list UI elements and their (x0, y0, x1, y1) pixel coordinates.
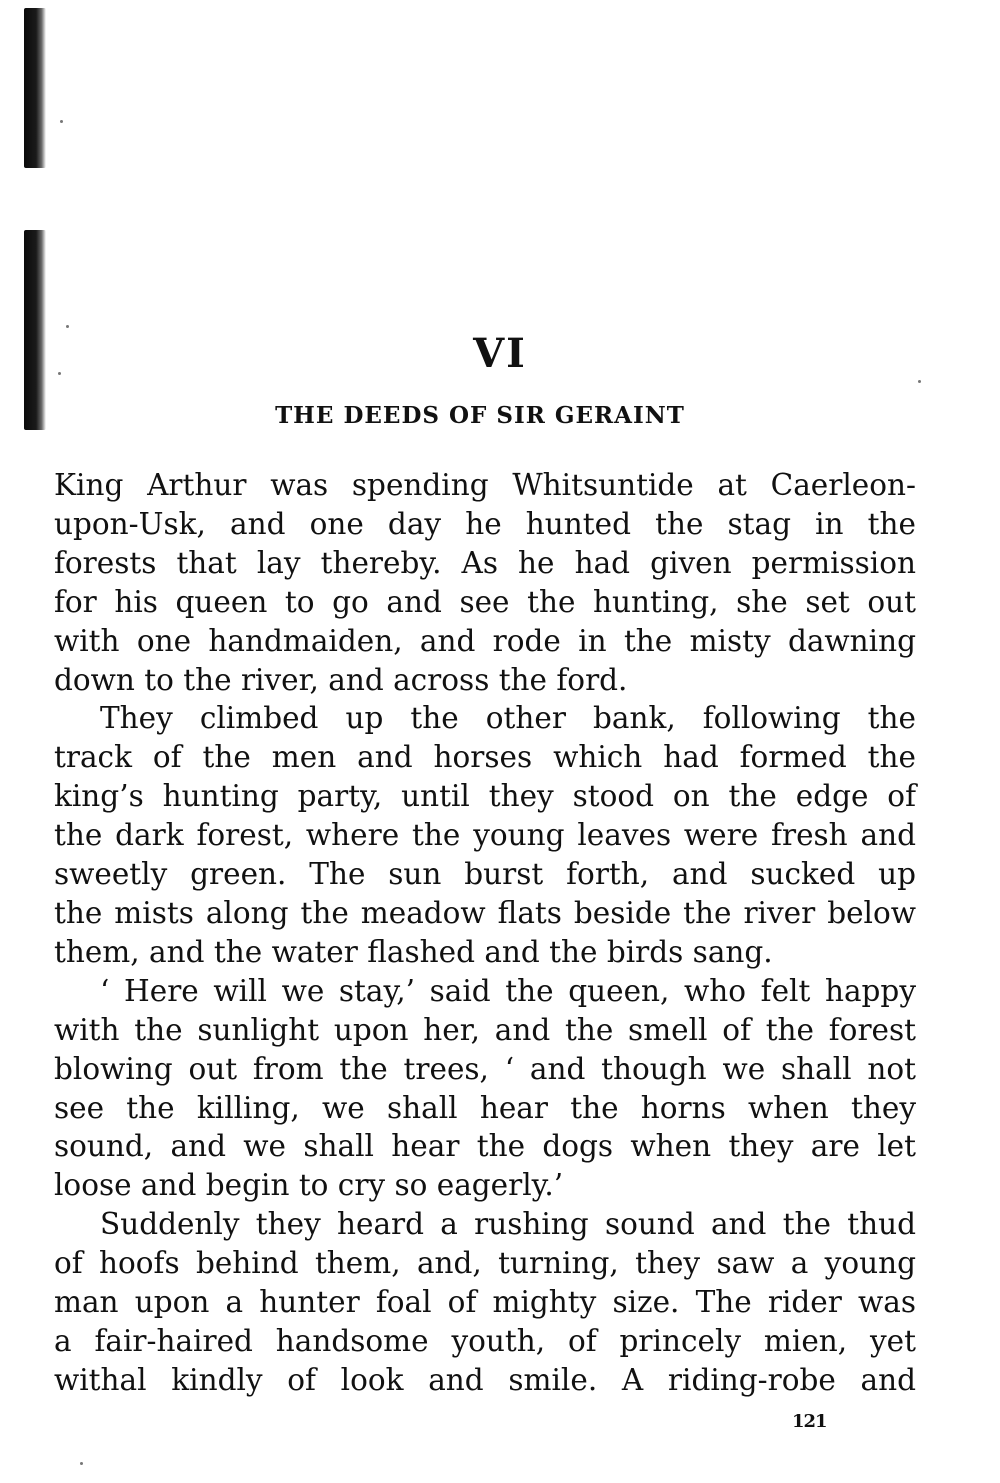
text-line: with the sunlight upon her, and the smell of the forest (54, 1012, 916, 1047)
text-line: the mists along the meadow flats beside the river below (54, 895, 916, 930)
text-line: track of the men and horses which had formed the (54, 740, 916, 775)
page-number: 121 (792, 1411, 827, 1432)
chapter-title: THE DEEDS OF SIR GERAINT (275, 402, 685, 429)
text-line: ‘ Here will we stay,’ said the queen, who felt happy (100, 973, 916, 1008)
text-line: sound, and we shall hear the dogs when they are let (54, 1129, 916, 1164)
text-line: upon-Usk, and one day he hunted the stag in the (54, 506, 916, 541)
paragraph-1 (54, 466, 916, 699)
paragraph-4 (54, 1205, 916, 1400)
paragraph-2 (54, 699, 916, 971)
chapter-body (54, 466, 916, 1400)
text-line: down to the river, and across the ford. (54, 662, 628, 697)
chapter-number: VI (473, 330, 527, 377)
text-line: blowing out from the trees, ‘ and though we shall not (54, 1051, 916, 1086)
text-line: Suddenly they heard a rushing sound and the thud (100, 1207, 916, 1242)
text-line: for his queen to go and see the hunting, she set out (54, 584, 916, 619)
text-line: see the killing, we shall hear the horns when they (54, 1090, 916, 1125)
binding-shadow-top (24, 8, 46, 168)
text-line: withal kindly of look and smile. A riding-robe and (54, 1362, 916, 1397)
text-line: sweetly green. The sun burst forth, and sucked up (54, 857, 916, 892)
text-line: man upon a hunter foal of mighty size. The rider was (54, 1285, 916, 1320)
paragraph-3 (54, 972, 916, 1205)
text-line: with one handmaiden, and rode in the misty dawning (54, 623, 916, 658)
text-line: loose and begin to cry so eagerly.’ (54, 1168, 564, 1203)
text-line: king’s hunting party, until they stood on the edge of (54, 779, 916, 814)
text-line: a fair-haired handsome youth, of princely mien, yet (54, 1323, 916, 1358)
text-line: forests that lay thereby. As he had given permission (54, 545, 916, 580)
text-line: They climbed up the other bank, following the (100, 701, 916, 736)
text-line: the dark forest, where the young leaves were fresh and (54, 818, 916, 853)
text-line: them, and the water flashed and the birds sang. (54, 934, 773, 969)
text-line: of hoofs behind them, and, turning, they saw a young (54, 1246, 916, 1281)
text-line: King Arthur was spending Whitsuntide at Caerleon- (54, 468, 916, 502)
